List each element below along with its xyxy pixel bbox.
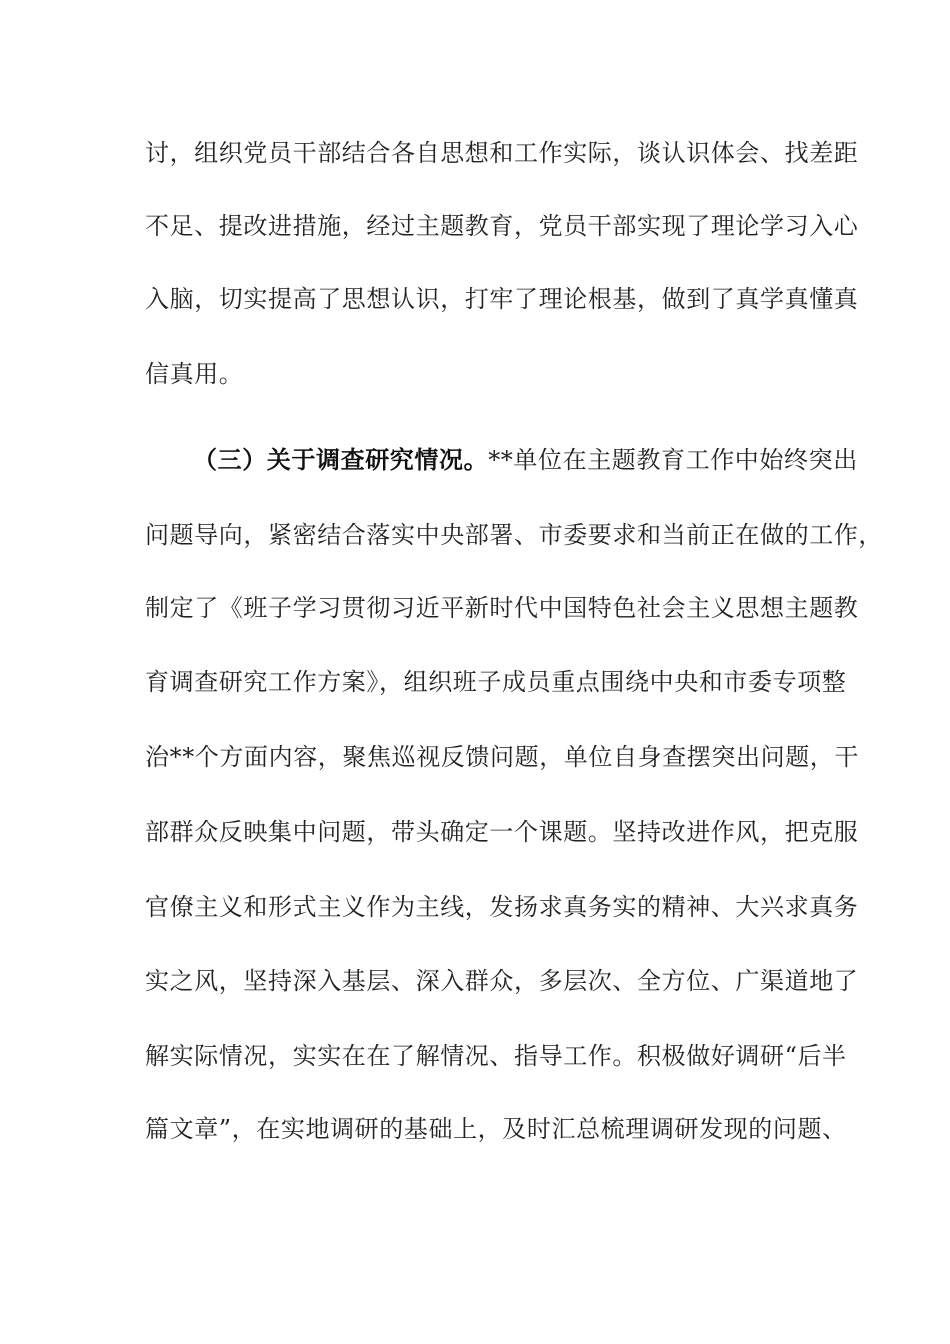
paragraph-line: 部群众反映集中问题，带头确定一个课题。坚持改进作风，把克服 bbox=[145, 818, 859, 846]
section-heading: （三）关于调查研究情况。 bbox=[193, 446, 489, 474]
paragraph-line: 问题导向，紧密结合落实中央部署、市委要求和当前正在做的工作， bbox=[145, 521, 883, 549]
paragraph-line: 讨，组织党员干部结合各自思想和工作实际，谈认识体会、找差距 bbox=[145, 139, 859, 167]
paragraph-line: 治**个方面内容，聚焦巡视反馈问题，单位自身查摆突出问题，干 bbox=[145, 743, 859, 771]
paragraph-line: 篇文章”，在实地调研的基础上，及时汇总梳理调研发现的问题、 bbox=[145, 1115, 847, 1143]
paragraph-line: 信真用。 bbox=[145, 360, 244, 388]
section-heading-line bbox=[193, 443, 858, 477]
paragraph-line: 解实际情况，实实在在了解情况、指导工作。积极做好调研“后半 bbox=[145, 1042, 847, 1070]
section-text: **单位在主题教育工作中始终突出 bbox=[488, 446, 858, 474]
paragraph-line: 入脑，切实提高了思想认识，打牢了理论根基，做到了真学真懂真 bbox=[145, 285, 859, 313]
paragraph-line: 育调查研究工作方案》，组织班子成员重点围绕中央和市委专项整 bbox=[145, 668, 847, 696]
paragraph-line: 不足、提改进措施，经过主题教育，党员干部实现了理论学习入心 bbox=[145, 212, 859, 240]
paragraph-line: 制定了《班子学习贯彻习近平新时代中国特色社会主义思想主题教 bbox=[145, 594, 859, 622]
paragraph-line: 官僚主义和形式主义作为主线，发扬求真务实的精神、大兴求真务 bbox=[145, 893, 859, 921]
paragraph-line: 实之风，坚持深入基层、深入群众，多层次、全方位、广渠道地了 bbox=[145, 967, 859, 995]
